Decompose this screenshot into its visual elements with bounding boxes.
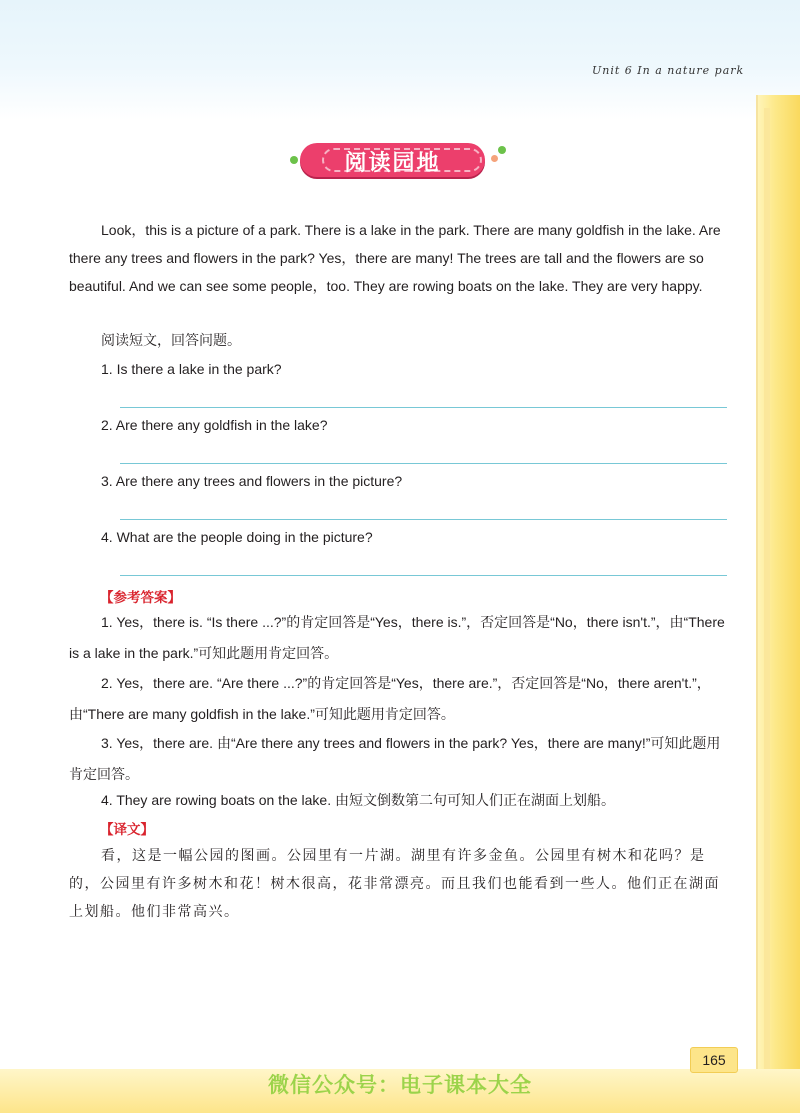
section-title-banner [290, 143, 500, 179]
answer-line-3 [120, 519, 727, 520]
answer-3: 3. Yes，there are. 由“Are there any trees and flowers in the park? Yes，there are many!”可知此题用肯定回答。 [69, 735, 721, 782]
top-background-band [0, 0, 800, 120]
question-2: 2. Are there any goldfish in the lake? [101, 417, 328, 433]
section-title: 阅读园地 [344, 151, 441, 176]
question-1: 1. Is there a lake in the park? [101, 361, 282, 377]
translation-heading: 【译文】 [100, 822, 154, 838]
watermark-text: 微信公众号：电子课本大全 [268, 1073, 532, 1097]
decor-dot-green-2 [498, 146, 506, 154]
question-4: 4. What are the people doing in the picture? [101, 529, 373, 545]
page-edge-right [756, 95, 800, 1113]
reading-passage: Look，this is a picture of a park. There is a lake in the park. There are many goldfish in the lake. Are there any trees and flowers in the park? Yes，there are many! The trees are tall and the flowers are so beautiful. And we can see some people，too. They are rowing boats on the lake. They are very happy. [69, 222, 721, 294]
answer-key-heading: 【参考答案】 [100, 590, 181, 606]
answer-line-2 [120, 463, 727, 464]
question-3: 3. Are there any trees and flowers in the picture? [101, 473, 403, 489]
running-header: Unit 6 In a nature park [592, 64, 745, 77]
answer-2: 2. Yes，there are. “Are there ...?”的肯定回答是“Yes，there are.”，否定回答是“No，there aren't.”，由“There are many goldfish in the lake.”可知此题用肯定回答。 [69, 675, 711, 722]
answer-1: 1. Yes，there is. “Is there ...?”的肯定回答是“Yes，there is.”，否定回答是“No，there isn't.”，由“There is a lake in the park.”可知此题用肯定回答。 [69, 614, 725, 661]
page-edge-stripe [764, 108, 770, 1108]
answer-line-4 [120, 575, 727, 576]
translation-text: 看，这是一幅公园的图画。公园里有一片湖。湖里有许多金鱼。公园里有树木和花吗？是的，公园里有许多树木和花！树木很高，花非常漂亮。而且我们也能看到一些人。他们正在湖面上划船。他们非常高兴。 [69, 848, 720, 920]
answer-4: 4. They are rowing boats on the lake. 由短文倒数第二句可知人们正在湖面上划船。 [101, 792, 615, 808]
answer-line-1 [120, 407, 727, 408]
instruction-text: 阅读短文，回答问题。 [101, 333, 241, 349]
page-number: 165 [690, 1047, 738, 1073]
